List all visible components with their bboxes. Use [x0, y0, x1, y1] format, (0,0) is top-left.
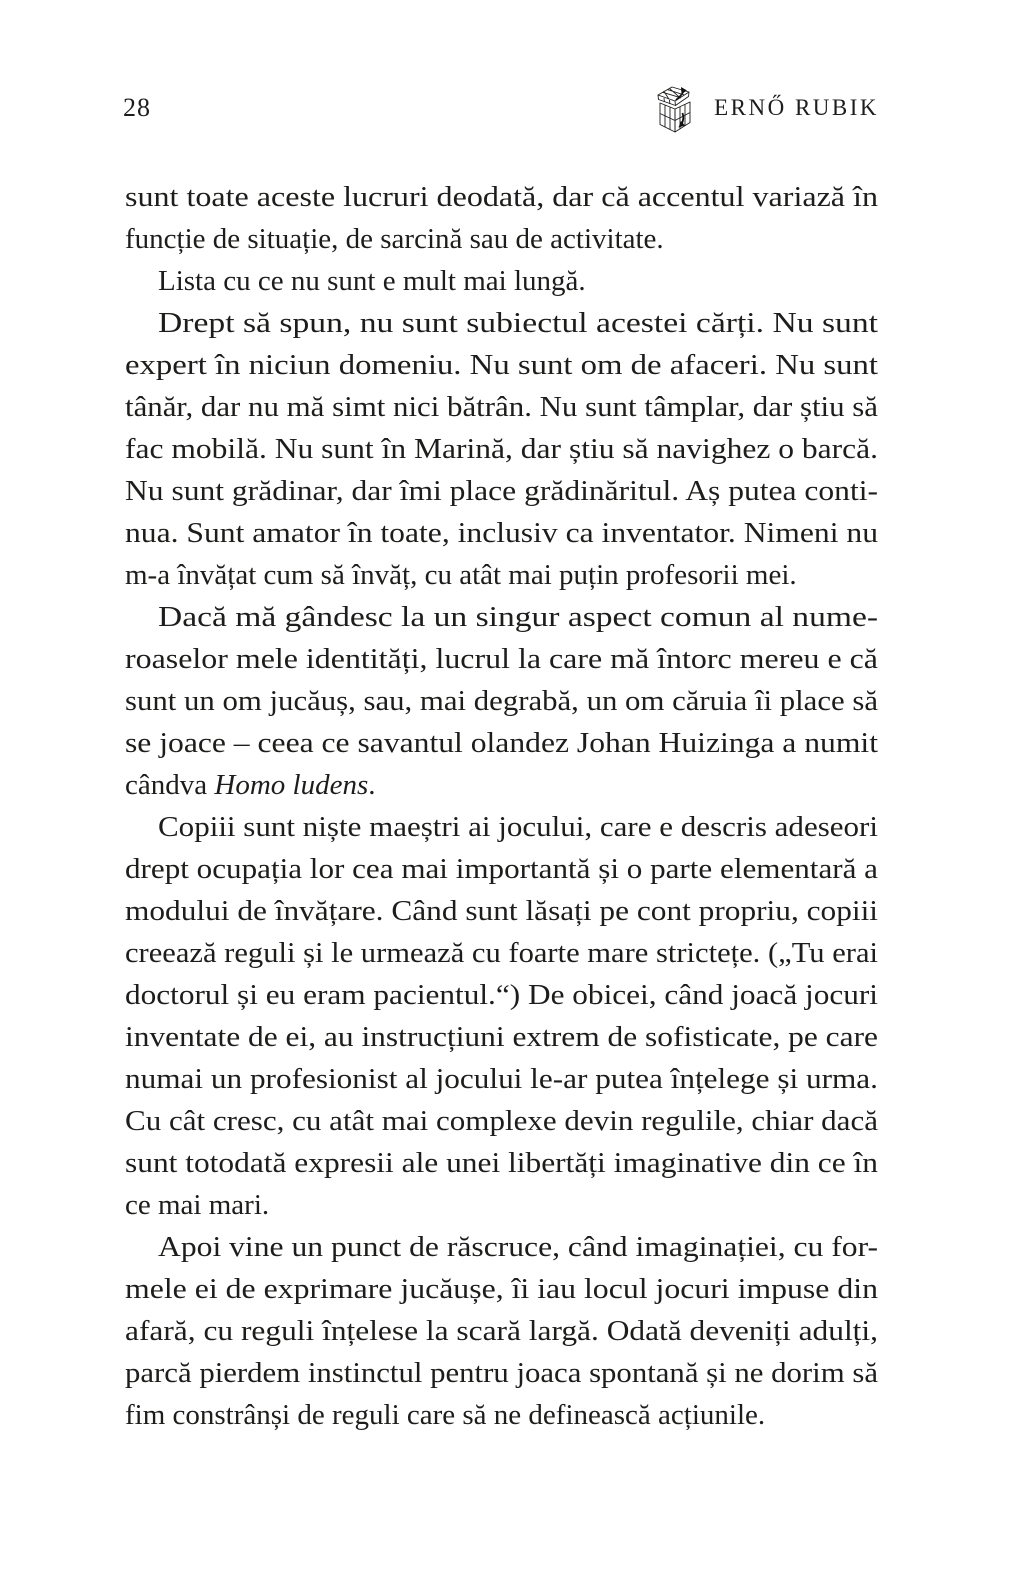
- text-line: [125, 806, 878, 848]
- text-segment: Lista cu ce nu sunt e mult mai lungă.: [158, 265, 586, 297]
- text-line: [125, 344, 878, 386]
- text-line: [125, 428, 878, 470]
- text-line: [125, 596, 878, 638]
- text-line: [125, 848, 878, 890]
- text-line: [125, 764, 878, 806]
- text-line: [125, 1226, 878, 1268]
- page-header: [123, 84, 879, 132]
- text-segment: tânăr, dar nu mă simt nici bătrân. Nu sunt tâmplar, dar știu să: [125, 391, 879, 423]
- text-line: [125, 1310, 878, 1352]
- paragraph: [125, 806, 878, 1226]
- text-segment: se joace – ceea ce savantul olandez Johan Huizinga a numit: [125, 727, 878, 759]
- text-line: [125, 1058, 878, 1100]
- text-segment: creează reguli și le urmează cu foarte mare strictețe. („Tu erai: [125, 937, 878, 969]
- text-segment: cândva: [125, 769, 215, 801]
- text-line: [125, 386, 878, 428]
- text-line: [125, 638, 878, 680]
- text-line: [125, 302, 878, 344]
- text-segment: sunt toate aceste lucruri deodată, dar că accentul variază în: [125, 181, 878, 213]
- paragraph: [125, 302, 878, 596]
- text-segment: Copiii sunt niște maeștri ai jocului, care e descris adeseori: [158, 811, 878, 843]
- text-line: [125, 554, 878, 596]
- rotation-arrow-right: [679, 113, 686, 128]
- text-line: [125, 1394, 878, 1436]
- text-segment: nua. Sunt amator în toate, inclusiv ca inventator. Nimeni nu: [125, 517, 878, 549]
- text-line: [125, 974, 878, 1016]
- text-line: [125, 1100, 878, 1142]
- text-segment: drept ocupația lor cea mai importantă și o parte elementară a: [125, 853, 878, 885]
- text-segment: .: [368, 769, 376, 801]
- text-line: [125, 722, 878, 764]
- text-segment: inventate de ei, au instrucțiuni extrem de sofisticate, pe care: [125, 1021, 878, 1053]
- paragraph: [125, 596, 878, 806]
- paragraph: [125, 260, 878, 302]
- text-segment: roaselor mele identități, lucrul la care mă întorc mereu e că: [125, 643, 878, 675]
- text-line: [125, 1016, 878, 1058]
- text-segment: m-a învățat cum să învăț, cu atât mai puțin profesorii mei.: [125, 559, 797, 591]
- text-line: [125, 260, 878, 302]
- text-segment: Dacă mă gândesc la un singur aspect comun al nume-: [158, 601, 878, 633]
- italic-text-segment: Homo ludens: [214, 769, 369, 801]
- text-line: [125, 1184, 878, 1226]
- paragraph: [125, 1226, 878, 1436]
- text-line: [125, 218, 878, 260]
- text-line: [125, 470, 878, 512]
- text-segment: Nu sunt grădinar, dar îmi place grădinăritul. Aș putea conti-: [125, 475, 878, 507]
- text-line: [125, 1352, 878, 1394]
- text-segment: expert în niciun domeniu. Nu sunt om de afaceri. Nu sunt: [125, 349, 878, 381]
- text-segment: afară, cu reguli înțelese la scară largă. Odată deveniți adulți,: [125, 1315, 878, 1347]
- text-segment: sunt un om jucăuș, sau, mai degrabă, un om căruia îi place să: [125, 685, 878, 717]
- text-line: [125, 890, 878, 932]
- text-segment: sunt totodată expresii ale unei libertăți imaginative din ce în: [125, 1147, 878, 1179]
- text-line: [125, 932, 878, 974]
- page-number: 28: [123, 93, 151, 122]
- text-segment: Cu cât cresc, cu atât mai complexe devin regulile, chiar dacă: [125, 1105, 878, 1137]
- text-line: [125, 1268, 878, 1310]
- text-segment: Apoi vine un punct de răscruce, când imaginației, cu for-: [158, 1231, 878, 1263]
- text-segment: modului de învățare. Când sunt lăsați pe cont propriu, copiii: [125, 895, 878, 927]
- text-segment: numai un profesionist al jocului le-ar putea înțelege și urma.: [125, 1063, 878, 1095]
- text-segment: mele ei de exprimare jucăușe, îi iau locul jocuri impuse din: [125, 1273, 878, 1305]
- header-author-block: [654, 82, 879, 134]
- rubiks-cube-icon: [654, 82, 698, 134]
- text-segment: parcă pierdem instinctul pentru joaca spontană și ne dorim să: [125, 1357, 878, 1389]
- text-line: [125, 1142, 878, 1184]
- body-text: [125, 176, 878, 1436]
- text-segment: funcție de situație, de sarcină sau de activitate.: [125, 223, 664, 255]
- text-line: [125, 512, 878, 554]
- text-line: [125, 176, 878, 218]
- author-name: ERNŐ RUBIK: [714, 95, 879, 120]
- text-segment: ce mai mari.: [125, 1189, 270, 1221]
- paragraph: [125, 176, 878, 260]
- text-segment: doctorul și eu eram pacientul.“) De obicei, când joacă jocuri: [125, 979, 878, 1011]
- text-segment: Drept să spun, nu sunt subiectul acestei cărți. Nu sunt: [158, 307, 879, 339]
- text-segment: fim constrânși de reguli care să ne definească acțiunile.: [125, 1399, 766, 1431]
- text-segment: fac mobilă. Nu sunt în Marină, dar știu să navighez o barcă.: [125, 433, 878, 465]
- text-line: [125, 680, 878, 722]
